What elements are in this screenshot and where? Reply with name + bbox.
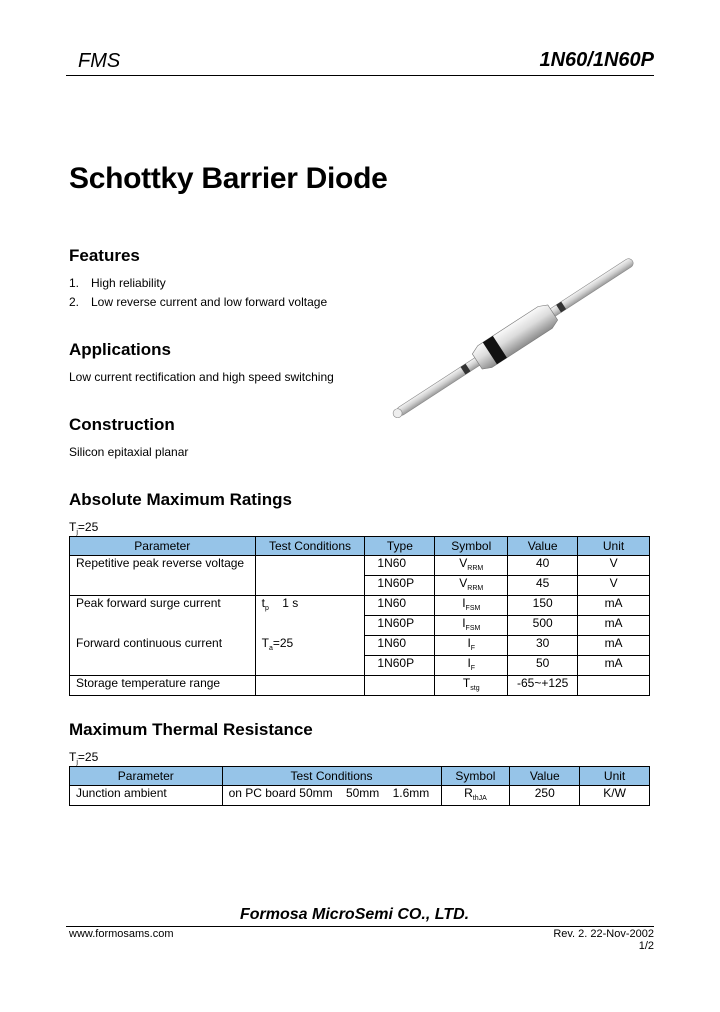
cell-parameter: Storage temperature range	[70, 676, 256, 696]
footer-website: www.formosams.com	[69, 928, 174, 940]
footer-revision: Rev. 2. 22-Nov-2002 1/2	[553, 928, 654, 952]
feature-item-2: 2. Low reverse current and low forward voltage	[69, 295, 328, 309]
feature-item-1: 1. High reliability	[69, 276, 166, 290]
footer-divider	[66, 926, 654, 927]
cell-value: 40	[508, 556, 578, 576]
header-divider	[66, 75, 654, 76]
cell-value: 50	[508, 656, 578, 676]
mtr-col-symbol: Symbol	[441, 767, 510, 786]
cell-parameter: Junction ambient	[70, 786, 223, 806]
cell-conditions: $t_p$ 1 s	[255, 596, 365, 616]
cell-conditions	[255, 616, 365, 636]
amr-header-row	[70, 537, 650, 556]
table-row	[70, 676, 650, 696]
cell-value: 45	[508, 576, 578, 596]
cell-conditions	[255, 576, 365, 596]
header-brand: FMS	[78, 50, 121, 72]
cell-type	[365, 676, 435, 696]
cell-value: 250	[510, 786, 580, 806]
cell-symbol: $I_F$	[435, 656, 508, 676]
amr-temperature-note: $T_j=25$	[69, 520, 99, 536]
cell-type: 1N60	[365, 556, 435, 576]
cell-symbol: $I_F$	[435, 636, 508, 656]
amr-col-value: Value	[508, 537, 578, 556]
cell-conditions	[255, 676, 365, 696]
cell-parameter	[70, 656, 256, 676]
cell-conditions: on PC board 50mm 50mm 1.6mm	[222, 786, 441, 806]
mtr-header-row	[70, 767, 650, 786]
cell-symbol: $T_{stg}$	[435, 676, 508, 696]
header-part-number: 1N60/1N60P	[539, 49, 654, 71]
applications-text: Low current rectification and high speed switching	[69, 370, 334, 384]
cell-symbol: $I_{FSM}$	[435, 596, 508, 616]
amr-heading: Absolute Maximum Ratings	[69, 490, 292, 509]
table-row	[70, 656, 650, 676]
amr-col-test-conditions: Test Conditions	[255, 537, 365, 556]
cell-parameter: Peak forward surge current	[70, 596, 256, 616]
cell-type: 1N60P	[365, 616, 435, 636]
cell-unit: V	[578, 576, 650, 596]
mtr-col-unit: Unit	[580, 767, 650, 786]
table-row	[70, 616, 650, 636]
mtr-col-parameter: Parameter	[70, 767, 223, 786]
construction-text: Silicon epitaxial planar	[69, 445, 189, 459]
table-row	[70, 636, 650, 656]
cell-conditions	[255, 656, 365, 676]
cell-type: 1N60P	[365, 576, 435, 596]
mtr-heading: Maximum Thermal Resistance	[69, 720, 313, 739]
cell-type: 1N60P	[365, 656, 435, 676]
cell-conditions	[255, 556, 365, 576]
features-heading: Features	[69, 246, 140, 265]
cell-unit: mA	[578, 596, 650, 616]
cell-parameter	[70, 616, 256, 636]
cell-symbol: $V_{RRM}$	[435, 556, 508, 576]
cell-conditions: $T_a=25$	[255, 636, 365, 656]
cell-unit: mA	[578, 636, 650, 656]
footer-company-name: Formosa MicroSemi CO., LTD.	[240, 906, 470, 923]
amr-col-unit: Unit	[578, 537, 650, 556]
mtr-temperature-note: $T_j=25$	[69, 750, 99, 766]
cell-value: 500	[508, 616, 578, 636]
table-row	[70, 576, 650, 596]
cell-unit	[578, 676, 650, 696]
amr-col-symbol: Symbol	[435, 537, 508, 556]
cell-parameter: Repetitive peak reverse voltage	[70, 556, 256, 576]
cell-unit: V	[578, 556, 650, 576]
mtr-table	[69, 766, 650, 806]
cell-unit: mA	[578, 656, 650, 676]
amr-col-parameter: Parameter	[70, 537, 256, 556]
mtr-col-test-conditions: Test Conditions	[222, 767, 441, 786]
cell-type: 1N60	[365, 636, 435, 656]
cell-type: 1N60	[365, 596, 435, 616]
cell-value: 150	[508, 596, 578, 616]
cell-symbol: $I_{FSM}$	[435, 616, 508, 636]
applications-heading: Applications	[69, 340, 172, 359]
cell-parameter: Forward continuous current	[70, 636, 256, 656]
cell-value: 30	[508, 636, 578, 656]
page-title: Schottky Barrier Diode	[69, 162, 388, 195]
table-row	[70, 556, 650, 576]
table-row	[70, 786, 650, 806]
table-row	[70, 596, 650, 616]
cell-unit: K/W	[580, 786, 650, 806]
amr-table	[69, 536, 650, 696]
construction-heading: Construction	[69, 415, 175, 434]
page-number: 1/2	[638, 940, 654, 952]
diode-illustration	[370, 250, 660, 425]
cell-unit: mA	[578, 616, 650, 636]
mtr-col-value: Value	[510, 767, 580, 786]
cell-value: -65~+125	[508, 676, 578, 696]
cell-symbol: $R_{thJA}$	[441, 786, 510, 806]
amr-col-type: Type	[365, 537, 435, 556]
cell-symbol: $V_{RRM}$	[435, 576, 508, 596]
cell-parameter	[70, 576, 256, 596]
